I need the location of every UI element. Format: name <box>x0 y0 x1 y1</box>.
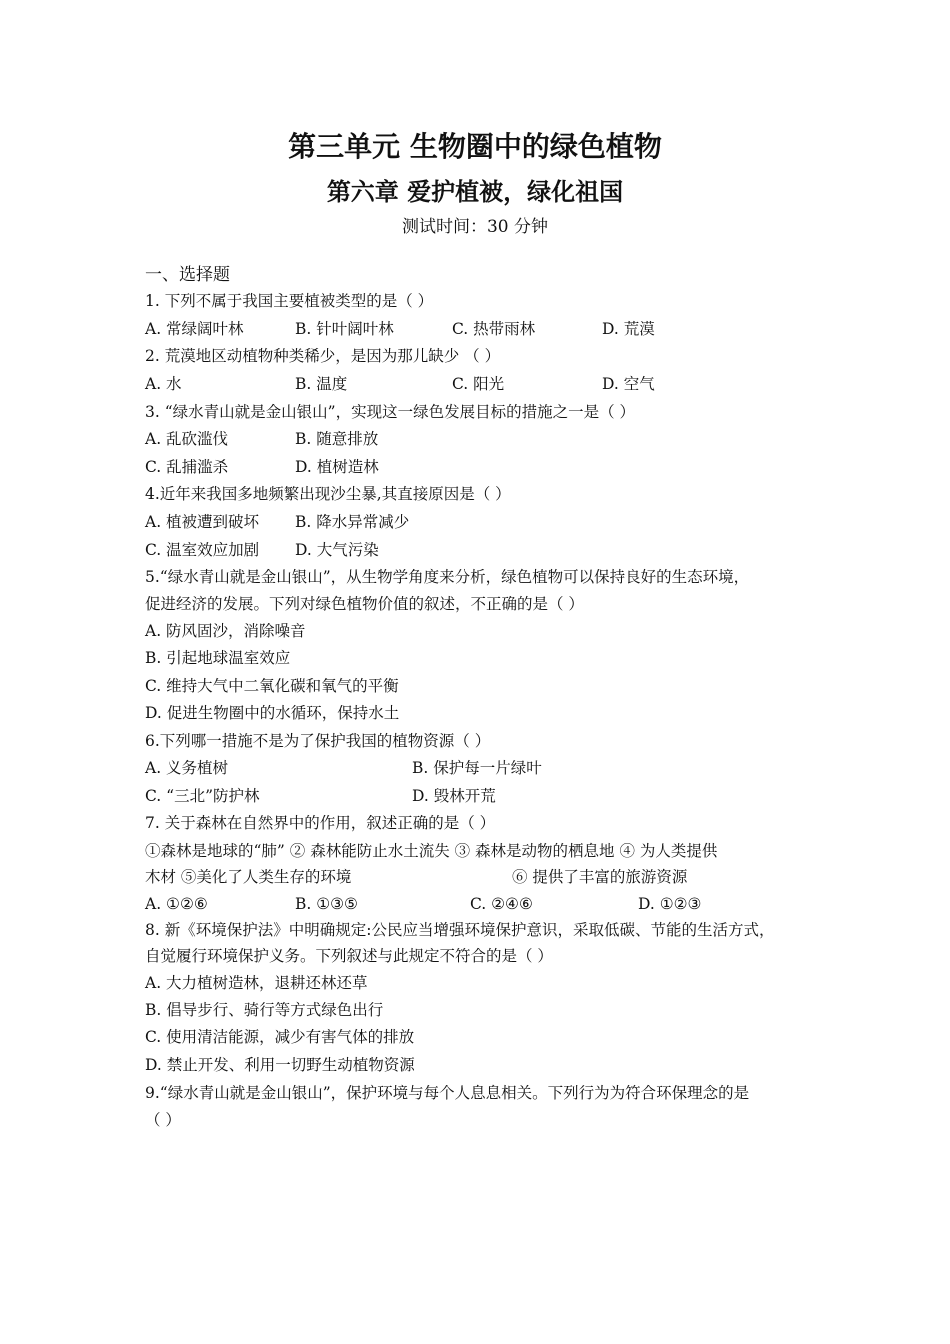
question-9-stem-line-1: 9.“绿水青山就是金山银山”，保护环境与每个人息息相关。下列行为为符合环保理念的是 <box>145 1084 750 1102</box>
question-4-option-a[interactable]: A. 植被遭到破坏 <box>145 513 260 531</box>
question-7-items-line-2a: 木材 ⑤美化了人类生存的环境 <box>145 868 352 886</box>
question-5-option-d[interactable]: D. 促进生物圈中的水循环，保持水土 <box>145 704 400 722</box>
question-1-option-b[interactable]: B. 针叶阔叶林 <box>295 320 394 338</box>
question-5-option-c[interactable]: C. 维持大气中二氧化碳和氧气的平衡 <box>145 677 399 695</box>
question-8-option-a[interactable]: A. 大力植树造林，退耕还林还草 <box>145 974 368 992</box>
question-6-option-d[interactable]: D. 毁林开荒 <box>412 787 496 805</box>
question-6-option-a[interactable]: A. 义务植树 <box>145 759 229 777</box>
question-8-option-b[interactable]: B. 倡导步行、骑行等方式绿色出行 <box>145 1001 384 1019</box>
question-7-stem: 7. 关于森林在自然界中的作用，叙述正确的是（ ） <box>145 814 496 832</box>
question-7-option-b[interactable]: B. ①③⑤ <box>295 895 358 913</box>
test-time: 测试时间：30 分钟 <box>401 217 549 237</box>
question-7-option-c[interactable]: C. ②④⑥ <box>470 895 533 913</box>
question-4-stem: 4.近年来我国多地频繁出现沙尘暴,其直接原因是（ ） <box>145 485 511 503</box>
question-3-option-a[interactable]: A. 乱砍滥伐 <box>145 430 229 448</box>
question-2-option-b[interactable]: B. 温度 <box>295 375 348 393</box>
question-5-stem-line-2: 促进经济的发展。下列对绿色植物价值的叙述，不正确的是（ ） <box>145 595 584 613</box>
question-1-option-c[interactable]: C. 热带雨林 <box>452 320 536 338</box>
question-2-option-c[interactable]: C. 阳光 <box>452 375 505 393</box>
question-8-option-c[interactable]: C. 使用清洁能源，减少有害气体的排放 <box>145 1028 415 1046</box>
question-8-stem-line-2: 自觉履行环境保护义务。下列叙述与此规定不符合的是（ ） <box>145 947 553 965</box>
question-2-option-a[interactable]: A. 水 <box>145 375 182 393</box>
question-2-stem: 2. 荒漠地区动植物种类稀少，是因为那儿缺少 （ ） <box>145 347 501 365</box>
question-3-option-c[interactable]: C. 乱捕滥杀 <box>145 458 229 476</box>
question-4-option-c[interactable]: C. 温室效应加剧 <box>145 541 260 559</box>
question-6-stem: 6.下列哪一措施不是为了保护我国的植物资源（ ） <box>145 732 491 750</box>
question-5-option-a[interactable]: A. 防风固沙，消除噪音 <box>145 622 306 640</box>
question-9-stem-line-2: （ ） <box>145 1111 181 1129</box>
question-1-option-d[interactable]: D. 荒漠 <box>602 320 655 338</box>
question-5-stem-line-1: 5.“绿水青山就是金山银山”，从生物学角度来分析，绿色植物可以保持良好的生态环境， <box>145 568 750 586</box>
question-6-option-c[interactable]: C. “三北”防护林 <box>145 787 260 805</box>
question-4-option-d[interactable]: D. 大气污染 <box>295 541 379 559</box>
question-3-option-d[interactable]: D. 植树造林 <box>295 458 379 476</box>
question-3-option-b[interactable]: B. 随意排放 <box>295 430 379 448</box>
question-7-option-d[interactable]: D. ①②③ <box>638 895 702 913</box>
question-8-stem-line-1: 8. 新《环境保护法》中明确规定:公民应当增强环境保护意识，采取低碳、节能的生活方式， <box>145 921 775 939</box>
question-7-option-a[interactable]: A. ①②⑥ <box>145 895 208 913</box>
question-7-items-line-1: ①森林是地球的“肺” ② 森林能防止水土流失 ③ 森林是动物的栖息地 ④ 为人类提供 <box>145 842 718 860</box>
chapter-title: 第六章 爱护植被，绿化祖国 <box>326 178 624 206</box>
question-5-option-b[interactable]: B. 引起地球温室效应 <box>145 649 291 667</box>
question-6-option-b[interactable]: B. 保护每一片绿叶 <box>412 759 542 777</box>
question-2-option-d[interactable]: D. 空气 <box>602 375 655 393</box>
question-8-option-d[interactable]: D. 禁止开发、利用一切野生动植物资源 <box>145 1056 415 1074</box>
question-1-option-a[interactable]: A. 常绿阔叶林 <box>145 320 244 338</box>
unit-title: 第三单元 生物圈中的绿色植物 <box>288 130 662 163</box>
section-title: 一、选择题 <box>145 265 230 285</box>
question-7-items-line-2b: ⑥ 提供了丰富的旅游资源 <box>512 868 688 886</box>
question-4-option-b[interactable]: B. 降水异常减少 <box>295 513 410 531</box>
question-3-stem: 3. “绿水青山就是金山银山”，实现这一绿色发展目标的措施之一是（ ） <box>145 403 635 421</box>
question-1-stem: 1. 下列不属于我国主要植被类型的是（ ） <box>145 292 434 310</box>
